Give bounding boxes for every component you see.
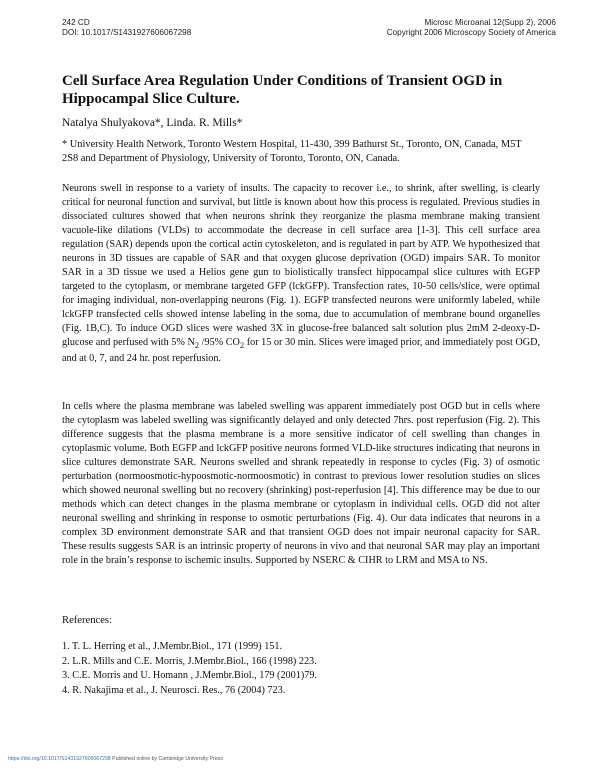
reference-item: 2. L.R. Mills and C.E. Morris, J.Membr.Biol., 166 (1998) 223. bbox=[62, 655, 317, 667]
reference-item: 3. C.E. Morris and U. Homann , J.Membr.Biol., 179 (2001)79. bbox=[62, 670, 317, 681]
doi-link[interactable]: https://doi.org/10.1017/S1431927606067298 bbox=[8, 756, 111, 762]
publisher-note: Published online by Cambridge University Press bbox=[110, 756, 223, 762]
affiliation: * University Health Network, Toronto Western Hospital, 11-430, 399 Bathurst St., Toronto, ON, Canada, M5T 2S8 and Department of Physiology, University of Toronto, Toronto, ON, Canada. bbox=[62, 139, 522, 164]
journal-page-code: 242 CD bbox=[62, 18, 90, 27]
body-text: Neurons swell in response to a variety of insults. The capacity to recover i.e., to shrink, after swelling, is clearly critical for neuronal function and survival, but little is known about how this process is regulated. Previous studies in dissociated cultures showed that when neurons shrink they reorganize the plasma membrane making transient vacuole-like dilations (VLDs) to accommodate the decrease in cell surface area [1-3]. This cell surface area regulation (SAR) depends upon the cortical actin cytoskeleton, and is regulated in part by ATP. We hypothesized that neurons in 3D tissues are capable of SAR and that oxygen glucose deprivation (OGD) impairs SAR. To monitor SAR in a 3D tissue we used a Helios gene gun to biolistically transfect hippocampal slice cultures with EGFP targeted to the cytoplasm, or membrane targeted GFP (lckGFP). Transfection rates, 10-50 cells/slice, were optimal for imaging individual, non-overlapping neurons (Fig. 1). EGFP transfected neurons were uniformly labeled, while lckGFP transfected cells showed intense labeling in the soma, due to accumulation of membrane bound organelles (Fig. 1B,C). To induce OGD slices were washed 3X in glucose-free balanced salt solution plus 2mM 2-deoxy-D-glucose and perfused with 5% N bbox=[62, 183, 540, 348]
page-header-right bbox=[387, 18, 556, 38]
subscript: 2 bbox=[194, 340, 200, 351]
body-text: for 15 or 30 min. Slices were imaged prior, and immediately post OGD, and at 0, 7, and 24 hr. post reperfusion. bbox=[62, 337, 541, 365]
body-text: /95% CO bbox=[199, 337, 240, 348]
paper-title: Cell Surface Area Regulation Under Conditions of Transient OGD in Hippocampal Slice Culture. bbox=[62, 73, 503, 107]
author-list: Natalya Shulyakova*, Linda. R. Mills* bbox=[62, 117, 243, 129]
journal-citation: Microsc Microanal 12(Supp 2), 2006 bbox=[424, 18, 556, 27]
body-paragraph-1 bbox=[62, 182, 540, 366]
page-footer bbox=[8, 756, 223, 762]
reference-item: 4. R. Nakajima et al., J. Neurosci. Res., 76 (2004) 723. bbox=[62, 684, 286, 696]
reference-list bbox=[62, 640, 317, 698]
page-header-left bbox=[62, 18, 191, 38]
doi-label: DOI: 10.1017/S1431927606067298 bbox=[62, 28, 192, 37]
subscript: 2 bbox=[239, 340, 245, 351]
references-heading: References: bbox=[62, 615, 112, 626]
reference-item: 1. T. L. Herring et al., J.Membr.Biol., 171 (1999) 151. bbox=[62, 641, 283, 652]
body-paragraph-2: In cells where the plasma membrane was labeled swelling was apparent immediately post OGD but in cells where the cytoplasm was labeled swelling was significantly delayed and only detected 7hrs. post reperfusion (Fig. 2). This difference suggests that the plasma membrane is a more sensitive indicator of cell swelling than changes in cytoplasmic volume. Both EGFP and lckGFP positive neurons formed VLD-like structures indicating that neurons in slice cultures demonstrate SAR. Neurons swelled and shrank repeatedly in response to cycles (Fig. 3) of osmotic perturbation (normoosmotic-hypoosmotic-normoosmotic) in contrast to previous lower resolution studies on slices which showed neuronal swelling but no recovery (shrinking) post-reperfusion [4]. This difference may be due to our methods which can detect changes in the plasma membrane or cytoplasm in individual cells. OGD did not alter neuronal swelling and shrinking in response to osmotic perturbations (Fig. 4). Our data indicates that neurons in a complex 3D environment demonstrate SAR and that transient OGD does not impair neuronal capacity for SAR. These results suggests SAR is an intrinsic property of neurons in vivo and that neuronal SAR may play an important role in the brain’s response to ischemic insults. Supported by NSERC & CIHR to LRM and MSA to NS. bbox=[62, 401, 540, 566]
copyright-line: Copyright 2006 Microscopy Society of America bbox=[386, 28, 556, 37]
